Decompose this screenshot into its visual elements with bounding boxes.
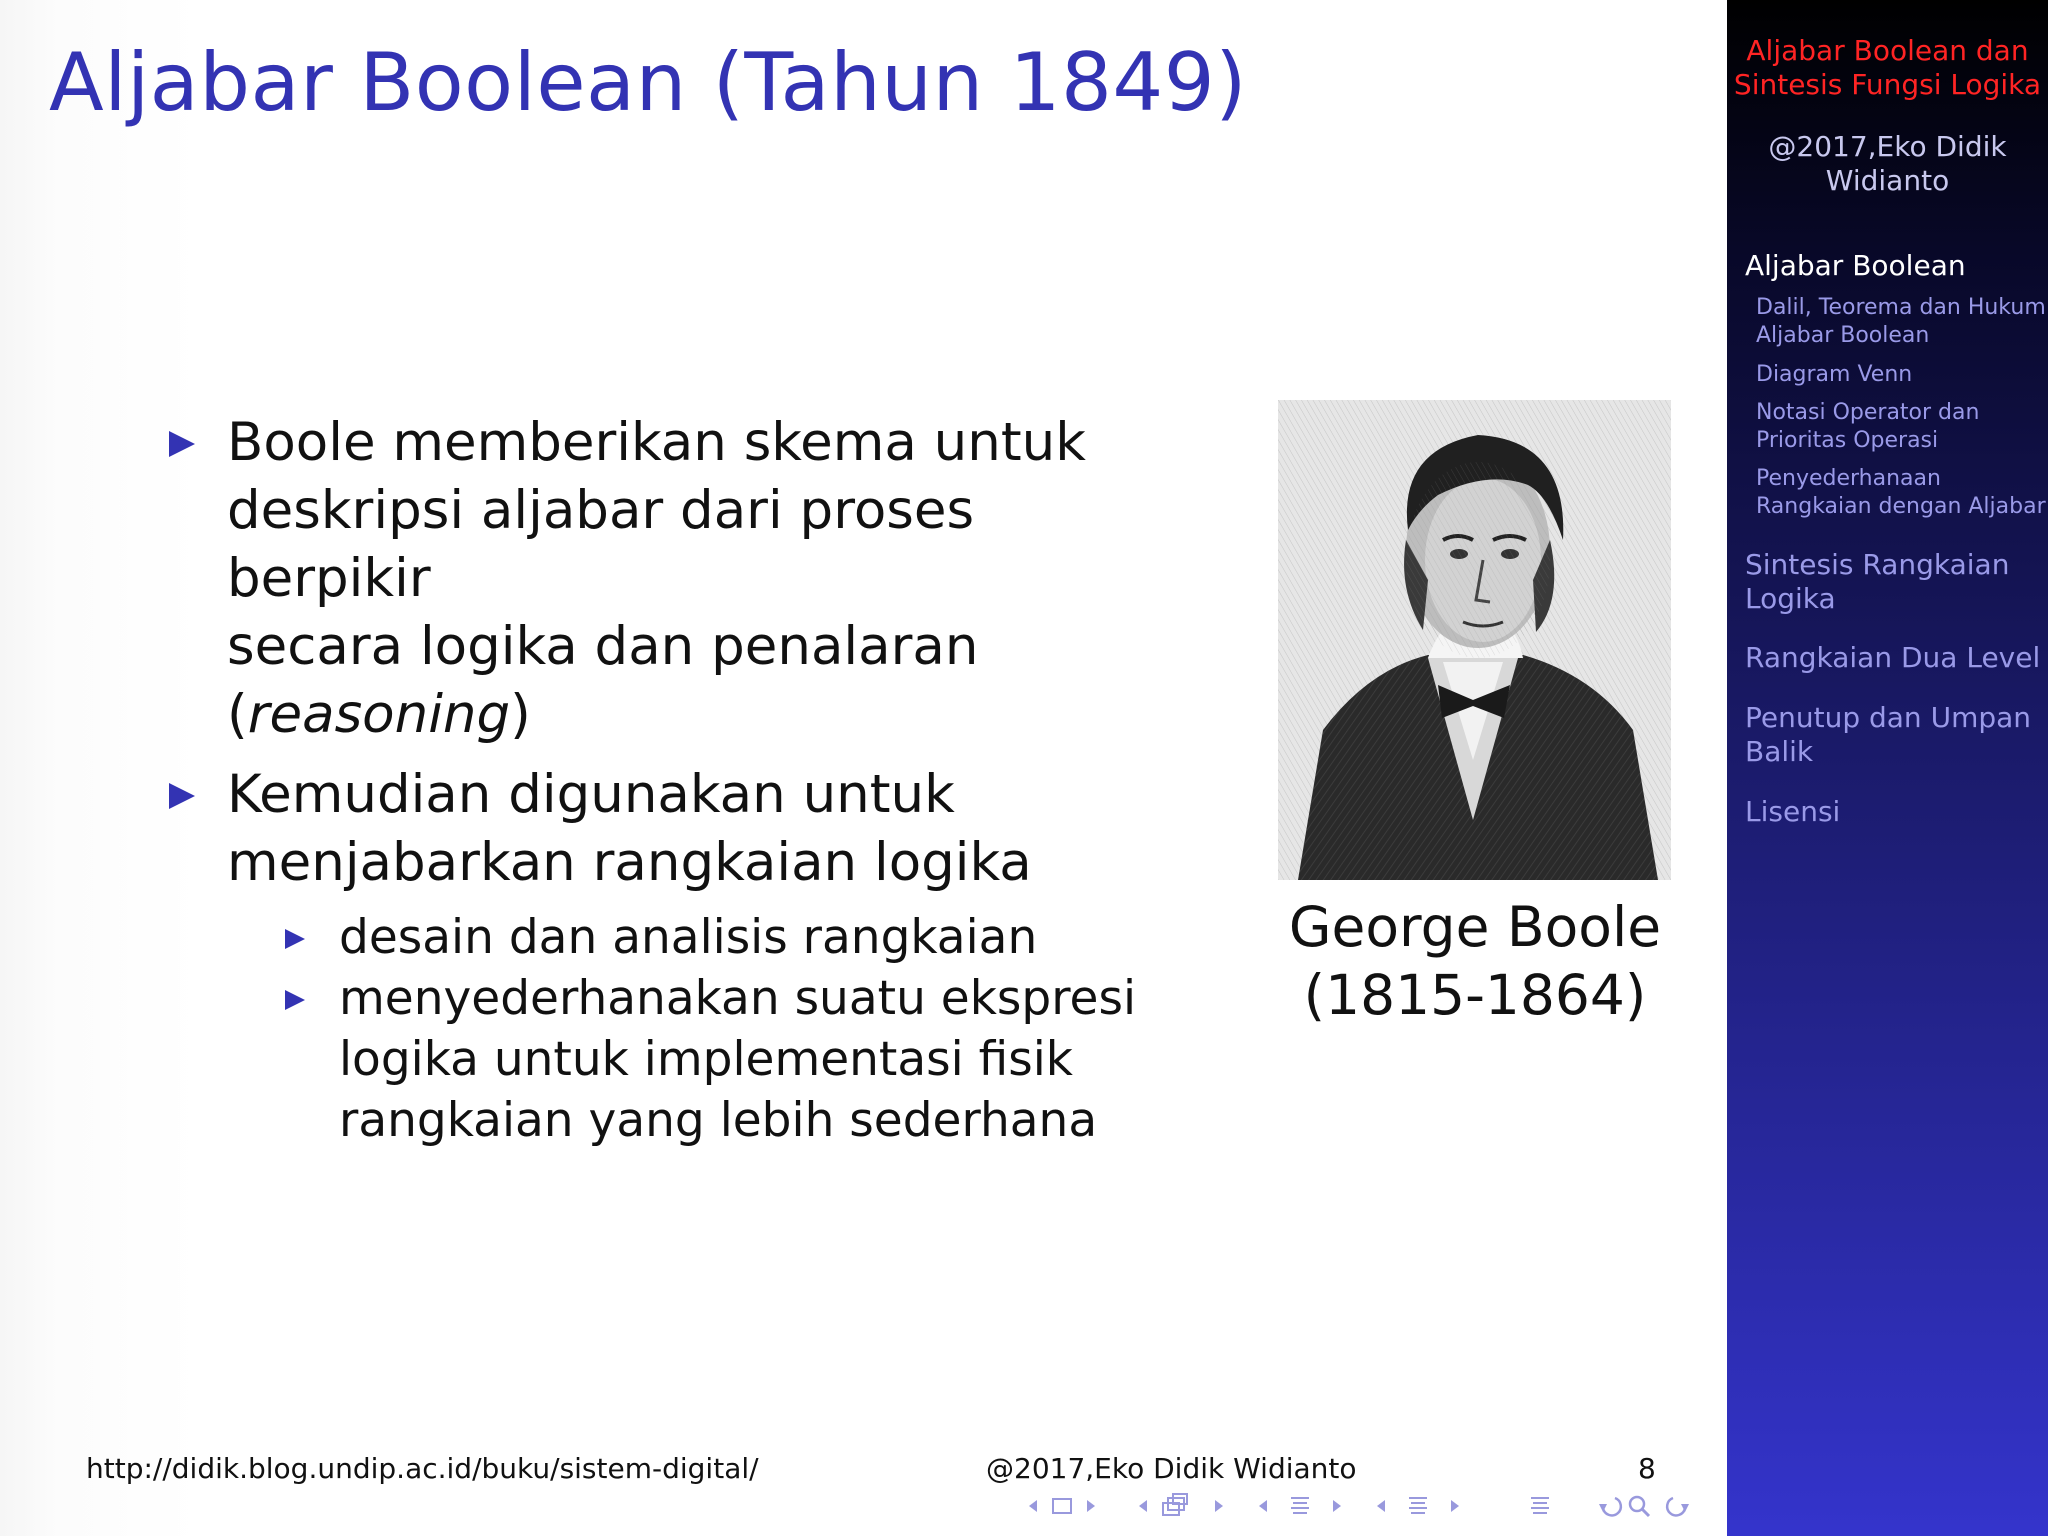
bullet-triangle-icon — [169, 783, 195, 809]
sidebar-author-line: Widianto — [1825, 164, 1950, 197]
bullet-line-reasoning — [227, 681, 1175, 749]
bullet-triangle-icon — [169, 431, 195, 457]
george-boole-portrait — [1278, 400, 1671, 880]
nav-next-frame-icon[interactable] — [1087, 1500, 1095, 1512]
nav-section-icon[interactable] — [1291, 1498, 1309, 1513]
nav-next-subsection-icon[interactable] — [1215, 1500, 1223, 1512]
nav-next-section-icon[interactable] — [1333, 1500, 1341, 1512]
sidebar-subsection-line: Aljabar Boolean — [1756, 323, 1930, 348]
sidebar-section-dua-level[interactable]: Rangkaian Dua Level — [1745, 641, 2041, 674]
nav-document-icon[interactable] — [1409, 1498, 1427, 1513]
nav-prev-frame-icon[interactable] — [1029, 1500, 1037, 1512]
bullet-list — [165, 409, 1175, 1151]
sub-bullet-line: menyederhanakan suatu ekspresi — [339, 971, 1137, 1026]
sidebar — [1727, 0, 2048, 1536]
portrait-engraving — [1278, 400, 1671, 880]
nav-forward-icon[interactable] — [1667, 1498, 1689, 1515]
nav-prev-section-icon[interactable] — [1259, 1500, 1267, 1512]
sidebar-subsection-diagram-venn[interactable]: Diagram Venn — [1756, 362, 1913, 387]
sidebar-subsection-line: Notasi Operator dan — [1756, 400, 1980, 425]
bullet-line: menjabarkan rangkaian logika — [227, 832, 1032, 893]
nav-back-icon[interactable] — [1599, 1498, 1621, 1515]
caption-name: George Boole — [1288, 895, 1662, 959]
sidebar-section-lisensi[interactable]: Lisensi — [1745, 795, 1841, 828]
reasoning-term: reasoning — [247, 684, 511, 745]
sidebar-title-line: Sintesis Fungsi Logika — [1733, 68, 2042, 101]
sidebar-section-line: Logika — [1745, 582, 1836, 615]
sidebar-title-line: Aljabar Boolean dan — [1746, 34, 2029, 67]
slide-title: Aljabar Boolean (Tahun 1849) — [49, 36, 1247, 129]
beamer-navigation-bar — [1013, 1490, 1713, 1522]
sub-bullet-line: logika untuk implementasi fisik — [339, 1032, 1074, 1087]
sidebar-subsection-line: Dalil, Teorema dan Hukum — [1756, 295, 2046, 320]
nav-prev-subsection-icon[interactable] — [1139, 1500, 1147, 1512]
sub-bullet-item-design — [165, 907, 1175, 968]
nav-prev-document-icon[interactable] — [1377, 1500, 1385, 1512]
nav-next-document-icon[interactable] — [1451, 1500, 1459, 1512]
caption-years: (1815-1864) — [1303, 963, 1647, 1027]
paren-open: ( — [227, 684, 248, 745]
sidebar-subsection-penyederhanaan[interactable] — [1756, 465, 2046, 521]
sub-bullet-item-simplify — [165, 968, 1175, 1151]
nav-subsection-icon[interactable] — [1163, 1494, 1187, 1515]
sidebar-section-penutup[interactable] — [1745, 701, 2031, 769]
sub-bullet-line: desain dan analisis rangkaian — [339, 910, 1038, 965]
bullet-line: Boole memberikan skema untuk — [227, 412, 1086, 473]
footer-author: @2017,Eko Didik Widianto — [986, 1452, 1357, 1485]
sidebar-subsection-line: Penyederhanaan — [1756, 466, 1941, 491]
sidebar-subsection-line: Prioritas Operasi — [1756, 428, 1939, 453]
sidebar-subsection-notasi-operator[interactable] — [1756, 399, 1979, 455]
bullet-line: Kemudian digunakan untuk — [227, 764, 955, 825]
sub-bullet-triangle-icon — [285, 990, 305, 1010]
nav-frame-icon[interactable] — [1053, 1499, 1071, 1513]
paren-close: ) — [510, 684, 531, 745]
sidebar-section-line: Sintesis Rangkaian — [1745, 548, 2010, 581]
sub-bullet-line: rangkaian yang lebih sederhana — [339, 1093, 1098, 1148]
sub-bullet-triangle-icon — [285, 929, 305, 949]
sidebar-section-line: Penutup dan Umpan — [1745, 701, 2032, 734]
sidebar-section-line: Balik — [1745, 735, 1814, 768]
portrait-caption — [1250, 893, 1700, 1029]
nav-search-icon[interactable] — [1630, 1497, 1649, 1516]
sidebar-section-sintesis[interactable] — [1745, 548, 2009, 616]
bullet-line: deskripsi aljabar dari proses berpikir — [227, 480, 975, 609]
sidebar-author — [1727, 130, 2048, 198]
bullet-line: secara logika dan penalaran — [227, 616, 979, 677]
footer-url[interactable]: http://didik.blog.undip.ac.id/buku/sistem-digital/ — [86, 1452, 759, 1485]
sidebar-presentation-title[interactable] — [1727, 34, 2048, 102]
sidebar-section-aljabar-boolean[interactable]: Aljabar Boolean — [1745, 249, 1966, 282]
sidebar-author-line: @2017,Eko Didik — [1768, 130, 2007, 163]
footer-page-number: 8 — [1638, 1452, 1656, 1485]
bullet-item-boole-scheme — [165, 409, 1175, 749]
sub-bullet-list — [165, 907, 1175, 1151]
bullet-item-usage — [165, 761, 1175, 897]
sidebar-subsection-dalil-teorema[interactable] — [1756, 294, 2046, 350]
sidebar-subsection-line: Rangkaian dengan Aljabar — [1756, 494, 2046, 519]
nav-appendix-icon[interactable] — [1531, 1498, 1549, 1513]
